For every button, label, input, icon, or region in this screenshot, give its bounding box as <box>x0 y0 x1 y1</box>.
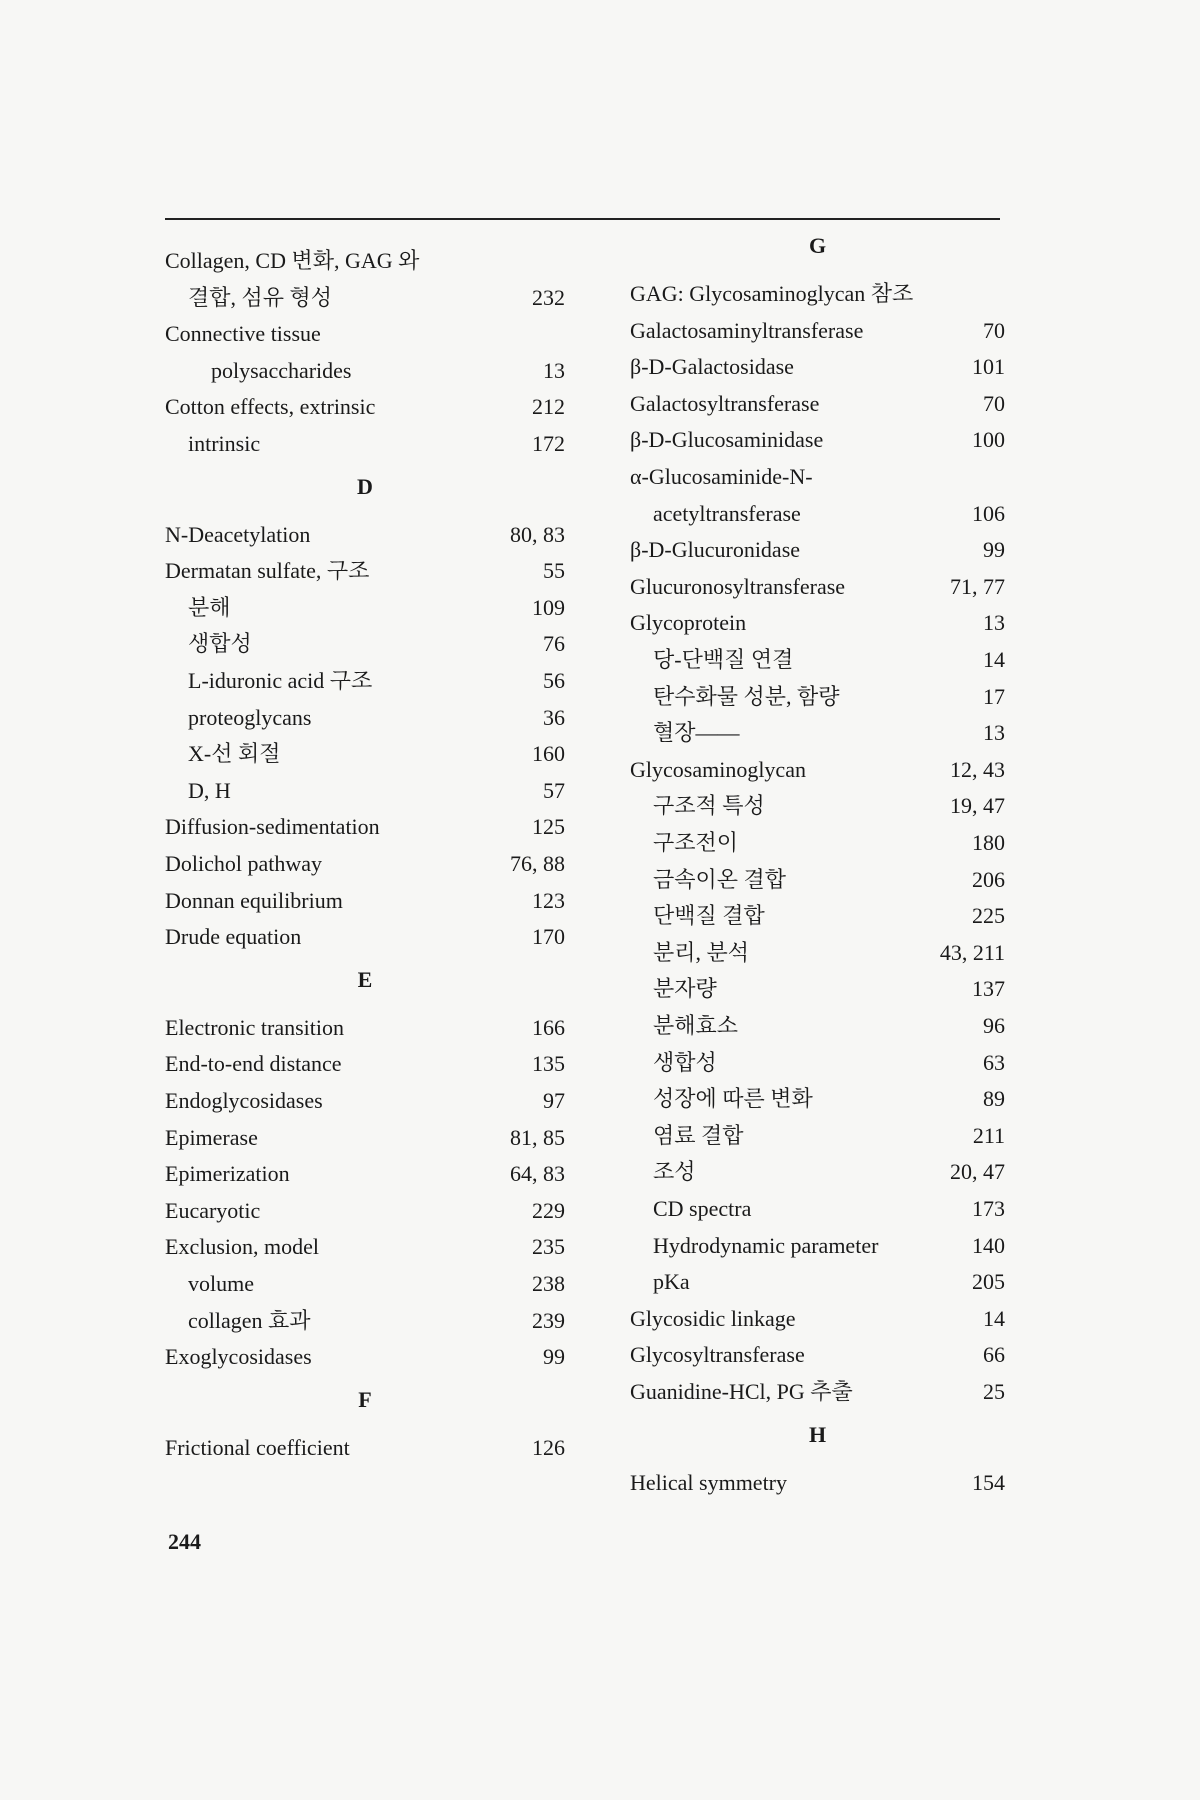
index-page-ref: 166 <box>532 1014 565 1040</box>
index-entry <box>630 1081 1005 1117</box>
index-term: 분리, 분석 <box>653 939 750 965</box>
index-page-ref: 101 <box>972 354 1005 380</box>
index-term: Glucuronosyltransferase <box>630 573 846 599</box>
index-entry <box>165 736 565 772</box>
index-page-ref: 64, 83 <box>510 1161 565 1187</box>
index-term: 금속이온 결합 <box>653 866 787 892</box>
index-term: Glycoprotein <box>630 610 747 636</box>
index-entry <box>165 590 565 626</box>
index-page-ref: 172 <box>532 431 565 456</box>
index-entry <box>630 459 1005 495</box>
index-page-ref: 238 <box>532 1271 565 1296</box>
index-term: Glycosidic linkage <box>630 1305 796 1331</box>
index-page-ref: 170 <box>532 924 565 950</box>
index-entry <box>165 1266 565 1302</box>
index-page-ref: 70 <box>983 317 1005 343</box>
page-number: 244 <box>168 1529 201 1554</box>
index-entry <box>630 788 1005 824</box>
index-entry <box>630 1191 1005 1227</box>
index-entry <box>165 1010 565 1046</box>
index-page-ref: 76 <box>543 631 565 657</box>
index-entry <box>630 898 1005 934</box>
index-term: α-Glucosaminide-N- <box>630 464 813 489</box>
index-page-ref: 13 <box>543 357 565 383</box>
index-term: Cotton effects, extrinsic <box>165 394 376 420</box>
index-entry <box>630 1465 1005 1501</box>
index-page-ref: 13 <box>983 610 1005 636</box>
index-term: GAG: Glycosaminoglycan 참조 <box>630 281 914 306</box>
index-page-ref: 212 <box>532 394 565 420</box>
index-page-ref: 225 <box>972 903 1005 929</box>
index-page-ref: 36 <box>543 704 565 730</box>
index-term: Electronic transition <box>165 1014 344 1040</box>
index-entry <box>165 1339 565 1375</box>
index-page-ref: 70 <box>983 390 1005 416</box>
index-term: 결합, 섬유 형성 <box>188 284 333 310</box>
index-term: 염료 결합 <box>653 1122 744 1148</box>
index-term: Guanidine-HCl, PG 추출 <box>630 1379 853 1404</box>
index-page-ref: 106 <box>972 500 1005 526</box>
index-term: collagen 효과 <box>188 1307 311 1333</box>
index-page-ref: 125 <box>532 814 565 840</box>
index-term: X-선 회절 <box>188 741 281 767</box>
index-entry <box>630 715 1005 751</box>
index-page-ref: 14 <box>983 647 1005 672</box>
index-term: 성장에 따른 변화 <box>653 1086 813 1112</box>
index-term: End-to-end distance <box>165 1051 342 1077</box>
index-page-ref: 180 <box>972 830 1005 855</box>
index-page-ref: 206 <box>972 866 1005 892</box>
index-page-ref: 89 <box>983 1086 1005 1112</box>
index-term: Helical symmetry <box>630 1469 788 1495</box>
index-term: intrinsic <box>188 431 261 456</box>
index-entry <box>165 919 565 955</box>
index-term: 분해 <box>188 594 231 620</box>
index-entry <box>630 862 1005 898</box>
index-term: Exclusion, model <box>165 1234 319 1260</box>
index-term: Frictional coefficient <box>165 1434 350 1460</box>
index-term: Glycosyltransferase <box>630 1342 805 1368</box>
index-term: Drude equation <box>165 924 302 950</box>
index-term: Exoglycosidases <box>165 1344 312 1370</box>
index-entry <box>165 626 565 662</box>
index-term: Connective tissue <box>165 321 321 347</box>
index-term: N-Deacetylation <box>165 521 311 547</box>
index-entry <box>165 517 565 553</box>
index-term: Eucaryotic <box>165 1197 261 1223</box>
index-term: acetyltransferase <box>653 500 801 526</box>
index-entry <box>165 280 565 316</box>
index-term: Collagen, CD 변화, GAG 와 <box>165 248 420 273</box>
index-page-ref: 13 <box>983 720 1005 746</box>
index-page-ref: 76, 88 <box>510 851 565 876</box>
index-term: Galactosaminyltransferase <box>630 317 864 343</box>
index-term: D, H <box>188 777 231 803</box>
index-entry <box>165 1303 565 1339</box>
index-term: Epimerization <box>165 1161 290 1187</box>
index-entry <box>165 426 565 462</box>
index-entry <box>630 1154 1005 1190</box>
index-term: 탄수화물 성분, 함량 <box>653 683 840 709</box>
section-letter: G <box>808 233 827 258</box>
index-entry <box>630 1008 1005 1044</box>
index-term: 조성 <box>653 1159 696 1185</box>
index-page-ref: 97 <box>543 1088 565 1113</box>
index-page-ref: 140 <box>972 1232 1005 1258</box>
index-entry <box>630 1045 1005 1081</box>
index-entry <box>630 1337 1005 1373</box>
index-term: Diffusion-sedimentation <box>165 814 380 840</box>
index-page-ref: 123 <box>532 887 565 913</box>
index-page-ref: 235 <box>532 1234 565 1260</box>
index-entry <box>165 1083 565 1119</box>
index-page-ref: 63 <box>983 1049 1005 1075</box>
index-page-ref: 80, 83 <box>510 521 565 547</box>
index-page-ref: 57 <box>543 777 565 803</box>
index-page-ref: 25 <box>983 1379 1005 1404</box>
index-term: Endoglycosidases <box>165 1088 323 1113</box>
index-entry <box>630 1301 1005 1337</box>
index-term: 생합성 <box>653 1049 717 1075</box>
index-page-ref: 160 <box>532 741 565 767</box>
index-page-ref: 99 <box>543 1344 565 1370</box>
index-entry <box>165 243 565 279</box>
index-term: 구조전이 <box>653 830 739 855</box>
index-page-ref: 239 <box>532 1307 565 1333</box>
index-entry <box>630 496 1005 532</box>
index-page-ref: 154 <box>972 1469 1005 1495</box>
index-entry <box>630 605 1005 641</box>
index-term: Epimerase <box>165 1124 258 1150</box>
index-term: 단백질 결합 <box>653 903 765 929</box>
index-term: β-D-Glucosaminidase <box>630 427 824 453</box>
index-page-ref: 173 <box>972 1196 1005 1221</box>
index-page-ref: 96 <box>983 1013 1005 1038</box>
index-entry <box>165 883 565 919</box>
index-entry <box>630 313 1005 349</box>
index-term: Donnan equilibrium <box>165 887 343 913</box>
index-term: polysaccharides <box>211 357 352 383</box>
index-entry <box>630 422 1005 458</box>
index-entry <box>630 825 1005 861</box>
section-letter: H <box>808 1421 827 1447</box>
index-entry <box>165 1229 565 1265</box>
index-page-ref: 19, 47 <box>950 793 1005 819</box>
index-term: Galactosyltransferase <box>630 390 820 416</box>
index-page-ref: 81, 85 <box>510 1124 565 1150</box>
index-page-ref: 100 <box>972 427 1005 453</box>
index-term: β-D-Glucuronidase <box>630 537 801 563</box>
index-entry <box>165 846 565 882</box>
index-term: 분자량 <box>653 976 717 1002</box>
index-entry <box>630 971 1005 1007</box>
index-page-ref: 66 <box>983 1342 1005 1368</box>
index-entry <box>630 752 1005 788</box>
index-term: Hydrodynamic parameter <box>653 1232 879 1258</box>
index-page-ref: 99 <box>983 537 1005 563</box>
index-entry <box>630 349 1005 385</box>
index-entry <box>165 700 565 736</box>
index-page-ref: 205 <box>972 1269 1005 1295</box>
index-page-ref: 14 <box>983 1305 1005 1331</box>
index-page-ref: 211 <box>972 1122 1005 1148</box>
index-page-ref: 135 <box>532 1051 565 1077</box>
index-page-ref: 17 <box>983 683 1005 709</box>
index-term: 당-단백질 연결 <box>653 647 794 672</box>
index-term: pKa <box>653 1269 690 1295</box>
index-entry <box>165 809 565 845</box>
index-term: Dermatan sulfate, 구조 <box>165 558 370 584</box>
index-entry <box>165 316 565 352</box>
section-letter: D <box>357 473 373 499</box>
index-term: CD spectra <box>653 1196 752 1221</box>
index-entry <box>630 679 1005 715</box>
index-page-ref: 232 <box>532 284 565 310</box>
index-page-ref: 71, 77 <box>950 573 1005 599</box>
index-entry <box>165 1156 565 1192</box>
index-entry <box>630 569 1005 605</box>
index-entry <box>630 1118 1005 1154</box>
index-term: 생합성 <box>188 631 252 657</box>
index-entry <box>165 553 565 589</box>
index-term: L-iduronic acid 구조 <box>188 668 373 693</box>
top-rule <box>165 218 1000 220</box>
index-entry <box>630 1228 1005 1264</box>
index-page-ref: 229 <box>532 1197 565 1223</box>
section-letter: F <box>358 1386 372 1412</box>
index-page-ref: 55 <box>543 558 565 584</box>
index-entry <box>630 935 1005 971</box>
index-entry <box>165 1193 565 1229</box>
index-entry <box>165 1430 565 1466</box>
index-entry <box>165 773 565 809</box>
index-page-ref: 137 <box>972 976 1005 1002</box>
index-term: Dolichol pathway <box>165 851 323 876</box>
index-entry <box>165 1120 565 1156</box>
index-entry <box>165 663 565 699</box>
index-page-ref: 12, 43 <box>950 756 1005 782</box>
index-term: proteoglycans <box>188 704 312 730</box>
index-term: Glycosaminoglycan <box>630 756 806 782</box>
index-entry <box>630 642 1005 678</box>
index-entry <box>630 532 1005 568</box>
index-term: volume <box>188 1271 254 1296</box>
index-page-ref: 20, 47 <box>950 1159 1005 1185</box>
index-entry <box>630 1374 1005 1410</box>
index-page-ref: 126 <box>532 1434 565 1460</box>
index-term: 분해효소 <box>653 1013 739 1038</box>
index-term: 혈장—— <box>653 720 740 746</box>
index-entry <box>630 276 1005 312</box>
index-entry <box>165 353 565 389</box>
index-term: 구조적 특성 <box>653 793 765 819</box>
index-entry <box>165 1046 565 1082</box>
index-entry <box>165 389 565 425</box>
index-term: β-D-Galactosidase <box>630 354 794 380</box>
section-letter: E <box>357 966 373 992</box>
index-page-ref: 56 <box>543 668 565 693</box>
index-entry <box>630 1264 1005 1300</box>
index-entry <box>630 386 1005 422</box>
index-page-ref: 43, 211 <box>939 939 1005 965</box>
index-page-ref: 109 <box>532 594 565 620</box>
